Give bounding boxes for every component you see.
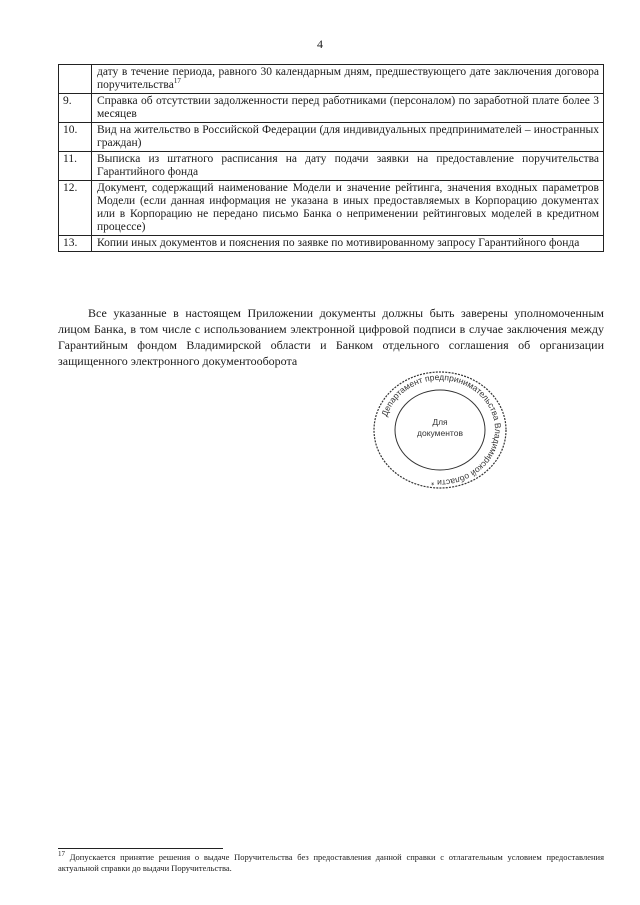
row-text: Справка об отсутствии задолженности перед работниками (персоналом) по заработной плате более 3 месяцев — [97, 95, 599, 120]
certification-paragraph: Все указанные в настоящем Приложении документы должны быть заверены уполномоченным лицом Банка, в том числе с использованием электронной цифровой подписи в случае заключения между Гарантийным фондом Владимирской области и Банком отдельного соглашения об организации защищенного электронного документооборота — [58, 306, 604, 368]
stamp-ring-text: Департамент предпринимательства Владимирской области * — [379, 371, 504, 489]
table-row — [59, 236, 604, 252]
row-number: 12. — [59, 181, 92, 236]
footnote-marker: 17 — [58, 850, 65, 859]
stamp-center-line1: Для — [432, 417, 448, 427]
row-text-cell — [92, 236, 604, 252]
row-text: Вид на жительство в Российской Федерации (для индивидуальных предпринимателей – иностранных граждан) — [97, 124, 599, 149]
footnote-text: Допускается принятие решения о выдаче Поручительства без предоставления данной справки с отлагательным условием предоставления актуальной справки до выдачи Поручительства. — [58, 852, 604, 873]
row-number: 10. — [59, 123, 92, 152]
department-stamp — [370, 370, 510, 490]
documents-table-body — [59, 65, 604, 252]
documents-table — [58, 64, 604, 252]
row-text-cell — [92, 94, 604, 123]
table-row — [59, 152, 604, 181]
table-row — [59, 94, 604, 123]
row-text-cell — [92, 152, 604, 181]
table-row — [59, 65, 604, 94]
row-text-cell — [92, 123, 604, 152]
stamp-center-line2: документов — [417, 428, 463, 438]
footnote — [58, 852, 604, 874]
footnote-reference: 17 — [173, 77, 181, 86]
row-text: Документ, содержащий наименование Модели и значение рейтинга, значения входных параметров Модели (если данная информация не указана в иных предоставляемых в Корпорацию документах или в Корпорацию не передано письмо Банка о неприменении рейтинговых моделей в кредитном процессе) — [97, 182, 599, 233]
row-number: 9. — [59, 94, 92, 123]
table-row — [59, 181, 604, 236]
row-text-cell — [92, 181, 604, 236]
row-number: 13. — [59, 236, 92, 252]
footnote-divider — [58, 848, 223, 849]
row-text: Копии иных документов и пояснения по заявке по мотивированному запросу Гарантийного фонда — [97, 237, 580, 249]
row-text: дату в течение периода, равного 30 календарным дням, предшествующего дате заключения договора поручительства — [97, 66, 599, 91]
row-text-cell — [92, 65, 604, 94]
page-number: 4 — [317, 37, 323, 51]
row-number: 11. — [59, 152, 92, 181]
row-text: Выписка из штатного расписания на дату подачи заявки на предоставление поручительства Гарантийного фонда — [97, 153, 599, 178]
table-row — [59, 123, 604, 152]
row-number — [59, 65, 92, 94]
